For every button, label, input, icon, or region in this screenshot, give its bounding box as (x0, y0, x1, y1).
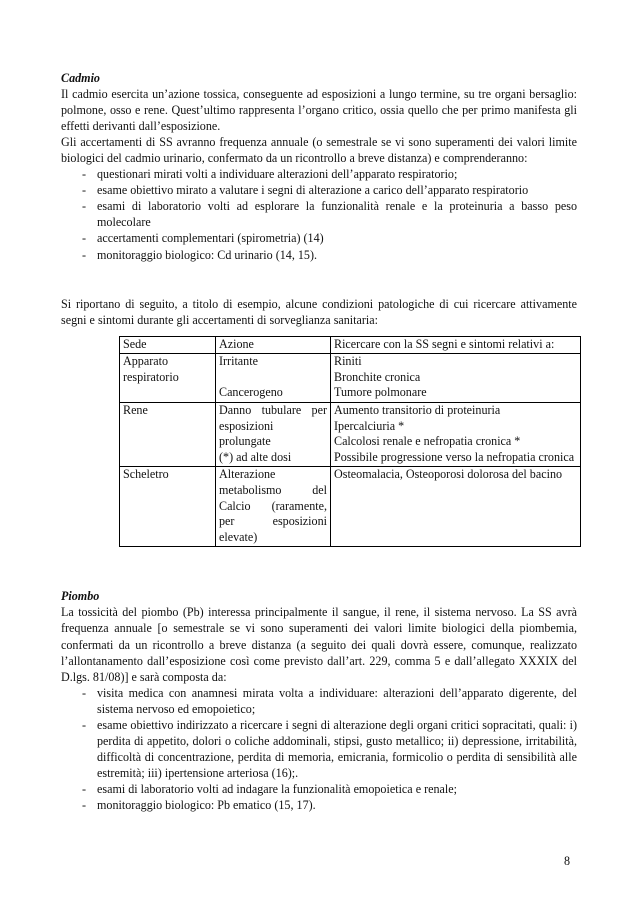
cell-sede: Rene (120, 403, 216, 467)
cell-line: Alterazione metabolismo del Calcio (raramente, per esposizioni elevate) (219, 467, 327, 544)
table-header-row (120, 336, 581, 354)
cell-line: Danno tubulare per esposizioni prolungate (219, 403, 327, 449)
cell-line: Osteomalacia, Osteoporosi dolorosa del bacino (334, 467, 563, 482)
table-row (120, 354, 581, 403)
section-title-piombo: Piombo (61, 589, 100, 604)
cell-azione (216, 467, 331, 547)
table-row (120, 467, 581, 547)
cell-line: (*) ad alte dosi (219, 449, 292, 464)
cell-line: Bronchite cronica (334, 369, 421, 384)
piombo-list (61, 685, 577, 813)
spacer (219, 370, 327, 386)
header-sede: Sede (120, 336, 216, 354)
list-item: - monitoraggio biologico: Cd urinario (14, 15). (61, 247, 577, 263)
header-azione: Azione (216, 336, 331, 354)
spacer (61, 263, 577, 296)
cell-ricercare (331, 403, 581, 467)
cell-sede: Apparato respiratorio (120, 354, 216, 403)
list-item: - visita medica con anamnesi mirata volta a individuare: alterazioni dell’apparato digerente, del sistema nervoso ed emopoietico; (61, 685, 577, 717)
cell-azione (216, 403, 331, 467)
cadmio-paragraph-1: Il cadmio esercita un’azione tossica, conseguente ad esposizioni a lungo termine, su tre organi bersaglio: polmone, osso e rene. Quest’ultimo rappresenta l’organo critico, ossia quello che per primo manifesta gli effetti derivanti dall’esposizione. (61, 87, 577, 134)
list-item: - esame obiettivo mirato a valutare i segni di alterazione a carico dell’apparato respiratorio (61, 182, 577, 198)
cell-line: Possibile progressione verso la nefropatia cronica (334, 449, 575, 464)
list-item: - monitoraggio biologico: Pb ematico (15, 17). (61, 797, 577, 813)
page-number: 8 (564, 854, 571, 868)
list-item: - esami di laboratorio volti ad esplorare la funzionalità renale e la proteinuria a basso peso molecolare (61, 198, 577, 230)
cadmio-list (61, 166, 577, 262)
spacer (61, 547, 577, 588)
conditions-table (119, 336, 581, 548)
cell-line: Irritante (219, 354, 258, 369)
cell-line: Riniti (334, 354, 362, 369)
table-row (120, 403, 581, 467)
list-item: - esame obiettivo indirizzato a ricercare i segni di alterazione degli organi critici sopracitati, quali: i) perdita di appetito, dolori o coliche addominali, stipsi, gusto metallico; ii) depressione, irritabilità, difficoltà di concentrazione, perdita di memoria, emicrania, formicolio o perdita di sensibilità alle estremità; iii) ipertensione arteriosa (16);. (61, 717, 577, 781)
cell-line: Ipercalciuria * (334, 418, 405, 433)
cell-line: Cancerogeno (219, 385, 283, 400)
cell-line: Tumore polmonare (334, 385, 427, 400)
header-ricercare: Ricercare con la SS segni e sintomi relativi a: (331, 336, 581, 354)
cell-azione (216, 354, 331, 403)
cell-line: Calcolosi renale e nefropatia cronica * (334, 434, 521, 449)
cell-ricercare (331, 467, 581, 547)
list-item: - esami di laboratorio volti ad indagare la funzionalità emopoietica e renale; (61, 781, 577, 797)
list-item: - accertamenti complementari (spirometria) (14) (61, 230, 577, 246)
section-title-cadmio: Cadmio (61, 71, 100, 85)
cell-sede: Scheletro (120, 467, 216, 547)
list-item: - questionari mirati volti a individuare alterazioni dell’apparato respiratorio; (61, 166, 577, 182)
piombo-paragraph-1: La tossicità del piombo (Pb) interessa principalmente il sangue, il rene, il sistema nervoso. La SS avrà frequenza annuale [o semestrale se vi sono superamenti dei valori limite biologici della piombemia, confermati da un ricontrollo a breve distanza (a seguito dei quali dovrà essere, comunque, realizzato l’allontanamento dall’esposizione così come previsto dall’art. 229, comma 5 e dall’allegato XXXIX del D.lgs. 81/08)] e sarà composta da: (61, 605, 577, 684)
intro-paragraph: Si riportano di seguito, a titolo di esempio, alcune condizioni patologiche di cui ricercare attivamente segni e sintomi durante gli accertamenti di sorveglianza sanitaria: (61, 296, 577, 327)
document-page (61, 70, 577, 813)
cell-ricercare (331, 354, 581, 403)
cadmio-paragraph-2: Gli accertamenti di SS avranno frequenza annuale (o semestrale se vi sono superamenti dei valori limite biologici del cadmio urinario, confermato da un ricontrollo a breve distanza) e comprenderanno: (61, 135, 577, 166)
cell-line: Aumento transitorio di proteinuria (334, 403, 501, 418)
